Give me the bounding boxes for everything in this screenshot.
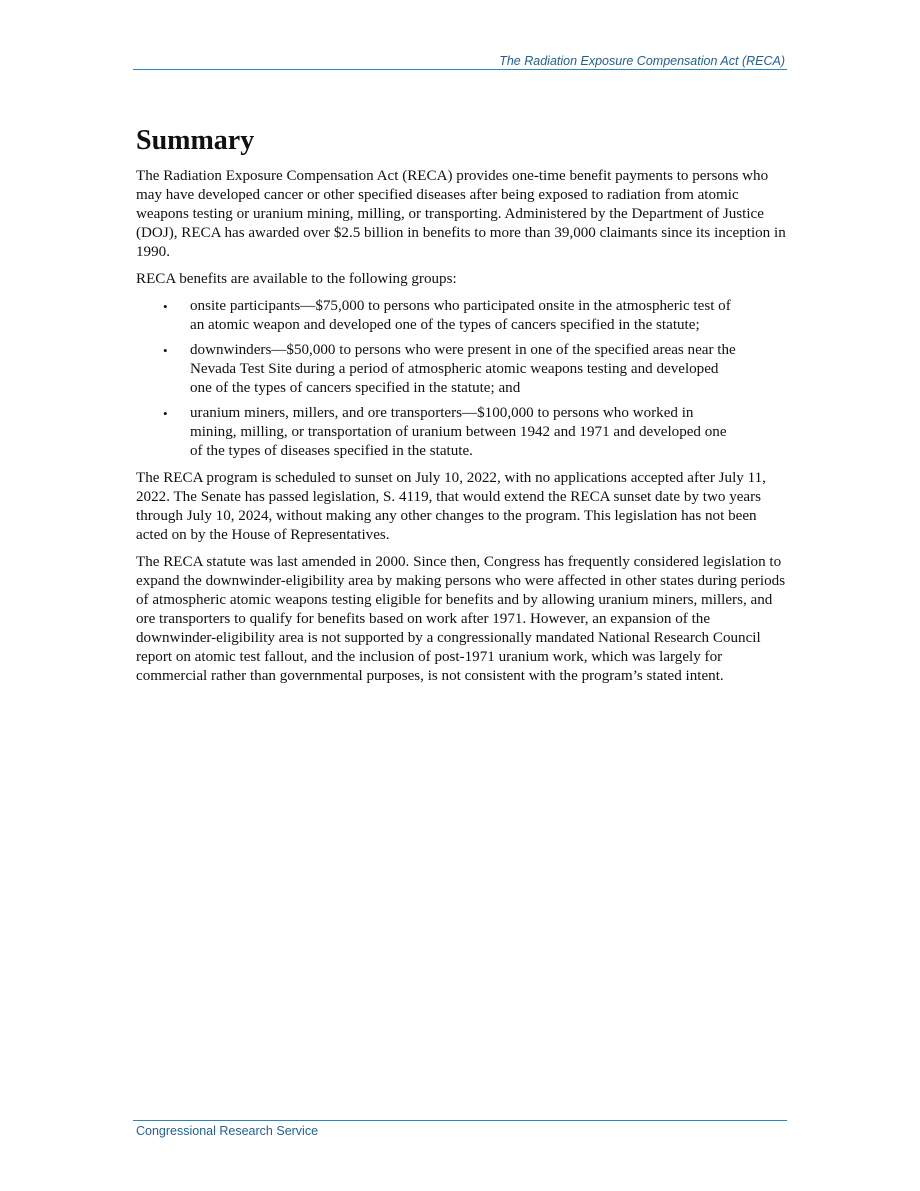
list-item-onsite-participants <box>136 297 738 335</box>
bullet-icon: • <box>163 299 168 314</box>
running-header <box>133 53 787 70</box>
running-footer <box>133 1120 787 1138</box>
running-header-title: The Radiation Exposure Compensation Act (RECA) <box>499 54 785 68</box>
list-item-text: downwinders—$50,000 to persons who were present in one of the specified areas near the Nevada Test Site during a period of atmospheric atomic weapons testing and developed one of the types of cancers specified in the statute; and <box>190 342 736 396</box>
intro-paragraph: The Radiation Exposure Compensation Act (RECA) provides one-time benefit payments to persons who may have developed cancer or other specified diseases after being exposed to radiation from atomic weapons testing or uranium mining, milling, or transporting. Administered by the Department of Justice (DOJ), RECA has awarded over $2.5 billion in benefits to more than 39,000 claimants since its inception in 1990. <box>136 168 786 260</box>
sunset-paragraph: The RECA program is scheduled to sunset on July 10, 2022, with no applications accepted after July 11, 2022. The Senate has passed legislation, S. 4119, that would extend the RECA sunset date by two years through July 10, 2024, without making any other changes to the program. This legislation has not been acted on by the House of Representatives. <box>136 470 766 543</box>
bullet-icon: • <box>163 406 168 421</box>
amendment-paragraph: The RECA statute was last amended in 2000. Since then, Congress has frequently considered legislation to expand the downwinder-eligibility area by making persons who were affected in other states during periods of atmospheric atomic weapons testing eligible for benefits and by allowing uranium miners, millers, and ore transporters to qualify for benefits based on work after 1971. However, an expansion of the downwinder-eligibility area is not supported by a congressionally mandated National Research Council report on atomic test fallout, and the inclusion of post-1971 uranium work, which was largely for commercial rather than governmental purposes, is not consistent with the program’s stated intent. <box>136 554 786 684</box>
list-item-text: onsite participants—$75,000 to persons who participated onsite in the atmospheric test of an atomic weapon and developed one of the types of cancers specified in the statute; <box>190 298 731 333</box>
list-item-uranium-workers <box>136 404 738 461</box>
list-item-text: uranium miners, millers, and ore transporters—$100,000 to persons who worked in mining, milling, or transportation of uranium between 1942 and 1971 and developed one of the types of diseases specified in the statute. <box>190 405 727 459</box>
page-title: Summary <box>136 125 255 156</box>
groups-lead-paragraph: RECA benefits are available to the following groups: <box>136 271 457 287</box>
bullet-icon: • <box>163 343 168 358</box>
summary-section <box>136 124 792 694</box>
benefit-groups-list <box>136 297 792 461</box>
list-item-downwinders <box>136 341 738 398</box>
footer-publisher: Congressional Research Service <box>136 1124 319 1138</box>
